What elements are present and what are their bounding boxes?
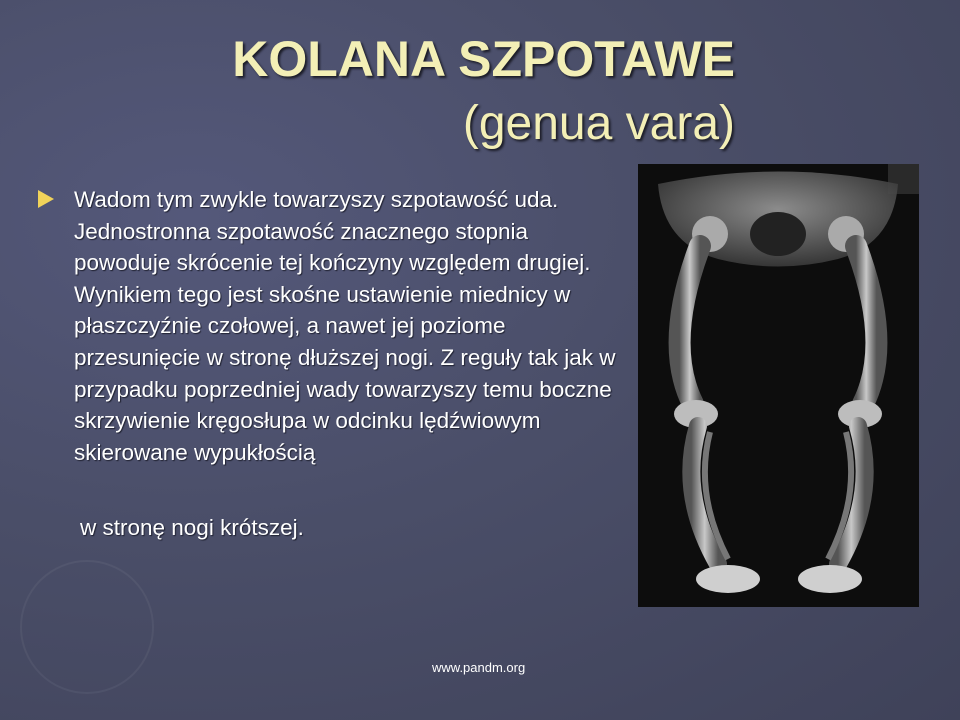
slide-subtitle: (genua vara) <box>462 97 735 150</box>
bullet-last-line: w stronę nogi krótszej. <box>80 515 304 540</box>
slide-title: KOLANA SZPOTAWE <box>232 31 735 87</box>
xray-image <box>638 164 919 607</box>
bullet-text: Wadom tym zwykle towarzyszy szpotawość uda. Jednostronna szpotawość znacznego stopnia powoduje skrócenie tej kończyny względem drugiej. Wynikiem tego jest skośne ustawienie miednicy w płaszczyźnie czołowej, a nawet jej poziome przesunięcie w stronę dłuższej nogi. Z reguły tak jak w przypadku poprzedniej wady towarzyszy temu boczne skrzywienie kręgosłupa w odcinku lędźwiowym skierowane wypukłością <box>74 187 616 465</box>
xray-illustration <box>638 164 919 607</box>
triangle-bullet-icon <box>38 190 54 208</box>
watermark-decoration <box>20 560 154 694</box>
bullet-item <box>38 184 628 468</box>
footer-url: www.pandm.org <box>432 660 526 675</box>
